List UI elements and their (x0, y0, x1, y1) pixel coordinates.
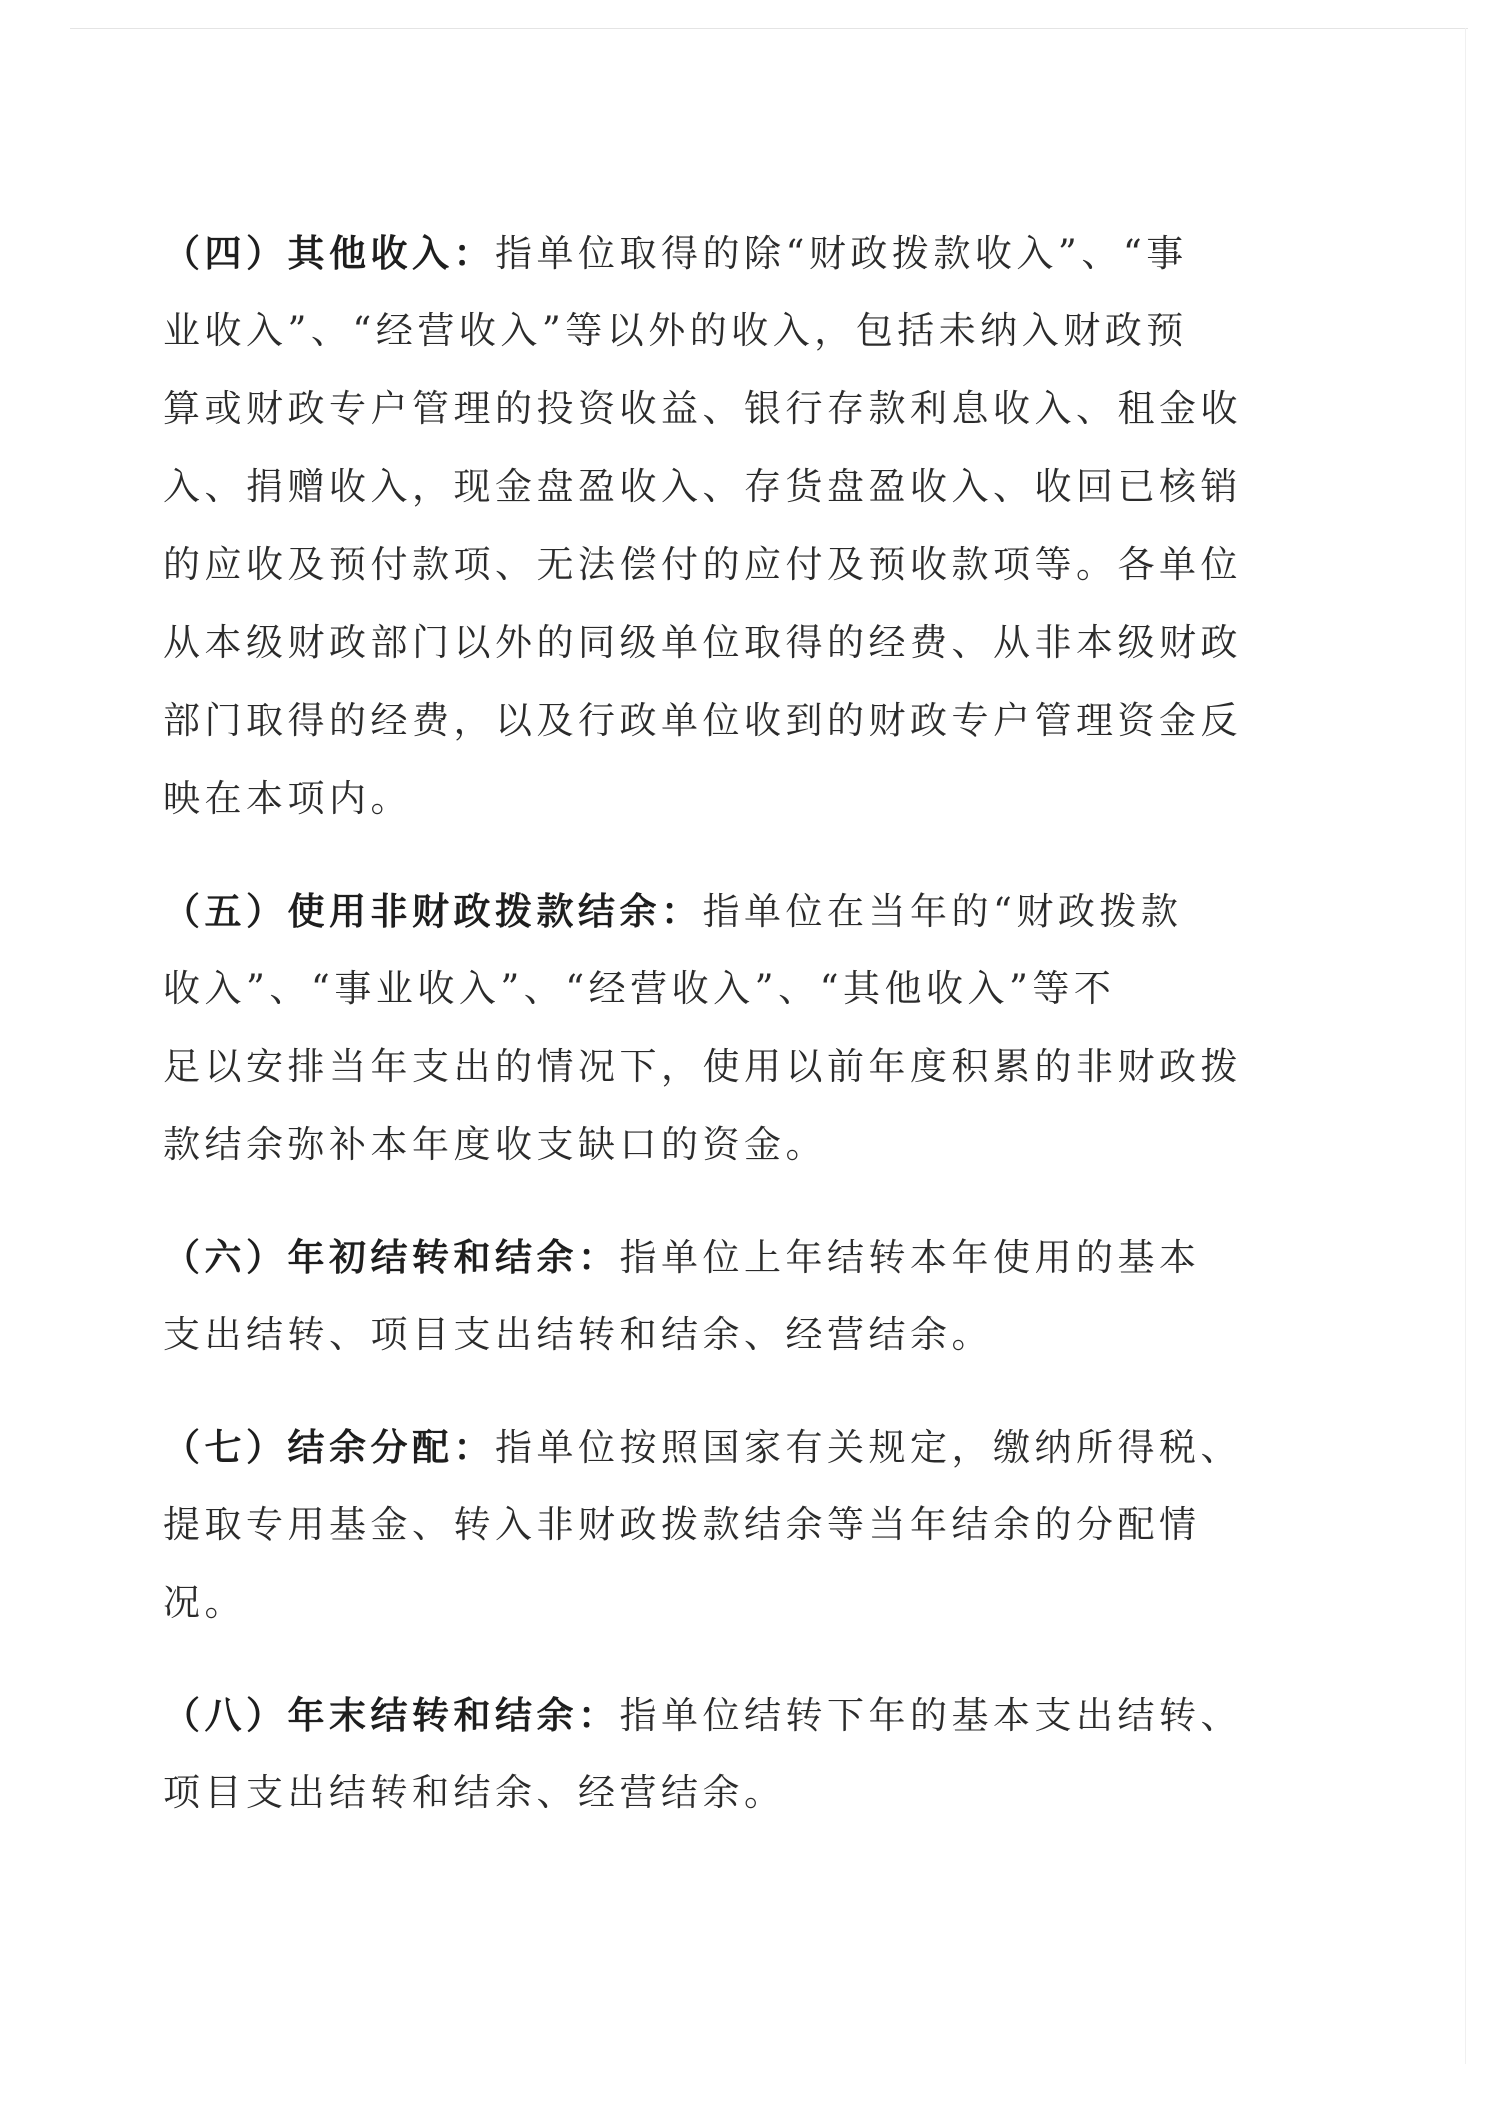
section-text-line: 部门取得的经费，以及行政单位收到的财政专户管理资金反 (163, 699, 1242, 742)
section-text-line: 收入”、“事业收入”、“经营收入”、“其他收入”等不 (163, 967, 1116, 1010)
section-opening-balance (163, 1218, 1213, 1374)
section-text: 指单位按照国家有关规定，缴纳所得税、 (495, 1426, 1242, 1469)
section-closing-balance (163, 1676, 1242, 1832)
section-text-line: 入、捐赠收入，现金盘盈收入、存货盘盈收入、收回已核销 (163, 465, 1242, 508)
section-surplus-distribution (163, 1408, 1242, 1642)
section-text-line: 的应收及预付款项、无法偿付的应付及预收款项等。各单位 (163, 543, 1242, 586)
section-text-line: 支出结转、项目支出结转和结余、经营结余。 (163, 1313, 993, 1356)
section-text-line: 足以安排当年支出的情况下，使用以前年度积累的非财政拨 (163, 1045, 1242, 1088)
section-first-line (163, 1408, 1242, 1486)
section-text-line: 算或财政专户管理的投资收益、银行存款利息收入、租金收 (163, 387, 1242, 430)
section-first-line (163, 872, 1213, 950)
paragraph-gap (163, 838, 1213, 872)
section-heading: （七）结余分配： (163, 1425, 495, 1469)
section-first-line (163, 1218, 1213, 1296)
section-first-line (163, 214, 1213, 292)
section-text: 指单位结转下年的基本支出结转、 (619, 1694, 1242, 1737)
section-heading: （五）使用非财政拨款结余： (163, 889, 703, 933)
section-text: 指单位取得的除“财政拨款收入”、“事 (495, 232, 1188, 275)
section-text: 指单位在当年的“财政拨款 (702, 890, 1183, 933)
section-heading: （八）年末结转和结余： (163, 1693, 620, 1737)
section-heading: （四）其他收入： (163, 231, 495, 275)
section-text-line: 映在本项内。 (163, 777, 412, 820)
section-text-line: 提取专用基金、转入非财政拨款结余等当年结余的分配情 (163, 1503, 1201, 1546)
scan-edge-right (1465, 28, 1466, 2064)
document-body (163, 214, 1242, 1832)
scan-edge-top (70, 28, 1468, 29)
paragraph-gap (163, 1374, 1213, 1408)
section-text-line: 从本级财政部门以外的同级单位取得的经费、从非本级财政 (163, 621, 1242, 664)
section-text-line: 项目支出结转和结余、经营结余。 (163, 1771, 786, 1814)
section-text-line: 况。 (163, 1581, 246, 1624)
section-other-income (163, 214, 1242, 838)
paragraph-gap (163, 1642, 1213, 1676)
section-text: 指单位上年结转本年使用的基本 (619, 1236, 1201, 1279)
section-non-fiscal-surplus (163, 872, 1242, 1184)
paragraph-gap (163, 1184, 1213, 1218)
section-text-line: 款结余弥补本年度收支缺口的资金。 (163, 1123, 827, 1166)
section-text-line: 业收入”、“经营收入”等以外的收入，包括未纳入财政预 (163, 309, 1188, 352)
section-heading: （六）年初结转和结余： (163, 1235, 620, 1279)
section-first-line (163, 1676, 1242, 1754)
